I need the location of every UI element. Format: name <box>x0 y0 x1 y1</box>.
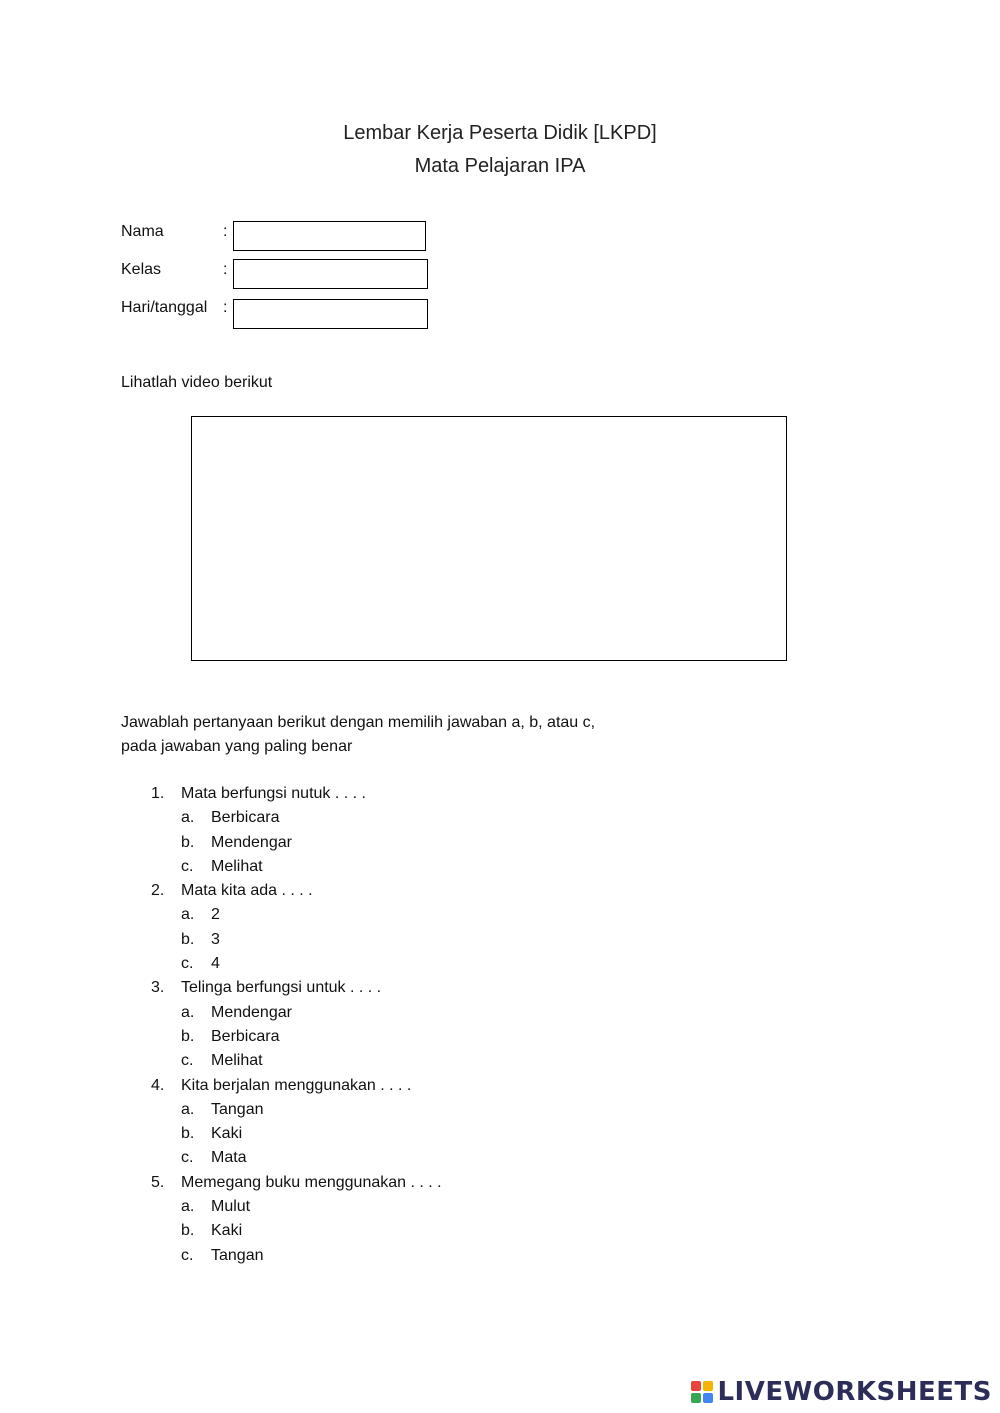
option-1b[interactable] <box>0 834 1000 858</box>
option-text[interactable]: Mendengar <box>211 1003 292 1021</box>
option-2c[interactable] <box>0 955 1000 979</box>
option-letter: a. <box>181 1003 195 1021</box>
option-text[interactable]: Kaki <box>211 1222 243 1240</box>
option-text[interactable]: Mendengar <box>211 833 292 851</box>
option-letter: b. <box>181 833 195 851</box>
option-text[interactable]: Mata <box>211 1149 247 1167</box>
question-list <box>0 785 1000 1271</box>
option-5b[interactable] <box>0 1222 1000 1246</box>
option-letter: a. <box>181 1100 195 1118</box>
option-3c[interactable] <box>0 1052 1000 1076</box>
option-2b[interactable] <box>0 931 1000 955</box>
option-5c[interactable] <box>0 1247 1000 1271</box>
class-colon: : <box>223 261 228 278</box>
date-label: Hari/tanggal <box>121 299 208 316</box>
question-number: 2. <box>151 882 165 900</box>
name-label: Nama <box>121 223 164 240</box>
question-text: Kita berjalan menggunakan . . . . <box>181 1076 412 1094</box>
option-2a[interactable] <box>0 906 1000 930</box>
question-4 <box>0 1077 1000 1101</box>
option-text[interactable]: Berbicara <box>211 809 280 827</box>
question-1 <box>0 785 1000 809</box>
video-frame[interactable] <box>191 416 787 661</box>
question-number: 4. <box>151 1076 165 1094</box>
option-text[interactable]: 2 <box>211 906 220 924</box>
question-text: Mata kita ada . . . . <box>181 882 313 900</box>
option-text[interactable]: Tangan <box>211 1246 264 1264</box>
question-2 <box>0 882 1000 906</box>
option-letter: b. <box>181 1125 195 1143</box>
option-text[interactable]: Melihat <box>211 857 263 875</box>
option-letter: a. <box>181 1198 195 1216</box>
option-letter: c. <box>181 955 194 973</box>
icon-square-1 <box>691 1381 701 1391</box>
option-letter: c. <box>181 857 194 875</box>
class-input[interactable] <box>233 259 428 289</box>
option-text[interactable]: 4 <box>211 955 220 973</box>
option-4b[interactable] <box>0 1125 1000 1149</box>
class-label: Kelas <box>121 261 162 278</box>
question-number: 1. <box>151 785 165 802</box>
page-title: Lembar Kerja Peserta Didik [LKPD] <box>343 122 657 144</box>
question-3 <box>0 979 1000 1003</box>
icon-square-2 <box>703 1381 713 1391</box>
liveworksheets-icon <box>691 1381 713 1403</box>
option-text[interactable]: Kaki <box>211 1125 243 1143</box>
option-letter: b. <box>181 1027 195 1045</box>
option-3a[interactable] <box>0 1004 1000 1028</box>
question-text: Telinga berfungsi untuk . . . . <box>181 979 382 997</box>
option-1c[interactable] <box>0 858 1000 882</box>
subject-title: Mata Pelajaran IPA <box>414 155 586 177</box>
question-5 <box>0 1174 1000 1198</box>
option-4a[interactable] <box>0 1101 1000 1125</box>
option-5a[interactable] <box>0 1198 1000 1222</box>
brand-name: LIVEWORKSHEETS <box>717 1377 992 1407</box>
icon-square-3 <box>691 1393 701 1403</box>
name-input[interactable] <box>233 221 426 251</box>
option-letter: c. <box>181 1149 194 1167</box>
question-number: 5. <box>151 1173 165 1191</box>
date-input[interactable] <box>233 299 428 329</box>
option-letter: a. <box>181 809 195 827</box>
option-3b[interactable] <box>0 1028 1000 1052</box>
option-text[interactable]: Berbicara <box>211 1027 280 1045</box>
instruction-line-2: pada jawaban yang paling benar <box>121 738 353 755</box>
video-instruction: Lihatlah video berikut <box>121 374 273 391</box>
option-text[interactable]: 3 <box>211 930 220 948</box>
option-letter: c. <box>181 1246 194 1264</box>
icon-square-4 <box>703 1393 713 1403</box>
question-number: 3. <box>151 979 165 997</box>
name-colon: : <box>223 223 228 240</box>
option-text[interactable]: Melihat <box>211 1052 263 1070</box>
option-letter: c. <box>181 1052 194 1070</box>
option-text[interactable]: Tangan <box>211 1100 264 1118</box>
option-letter: b. <box>181 1222 195 1240</box>
instruction-line-1: Jawablah pertanyaan berikut dengan memilih jawaban a, b, atau c, <box>121 714 596 731</box>
option-letter: a. <box>181 906 195 924</box>
question-text: Memegang buku menggunakan . . . . <box>181 1173 442 1191</box>
brand-logo <box>691 1377 992 1407</box>
option-1a[interactable] <box>0 809 1000 833</box>
option-letter: b. <box>181 930 195 948</box>
question-text: Mata berfungsi nutuk . . . . <box>181 785 366 802</box>
date-colon: : <box>223 299 228 316</box>
option-text[interactable]: Mulut <box>211 1198 251 1216</box>
option-4c[interactable] <box>0 1149 1000 1173</box>
